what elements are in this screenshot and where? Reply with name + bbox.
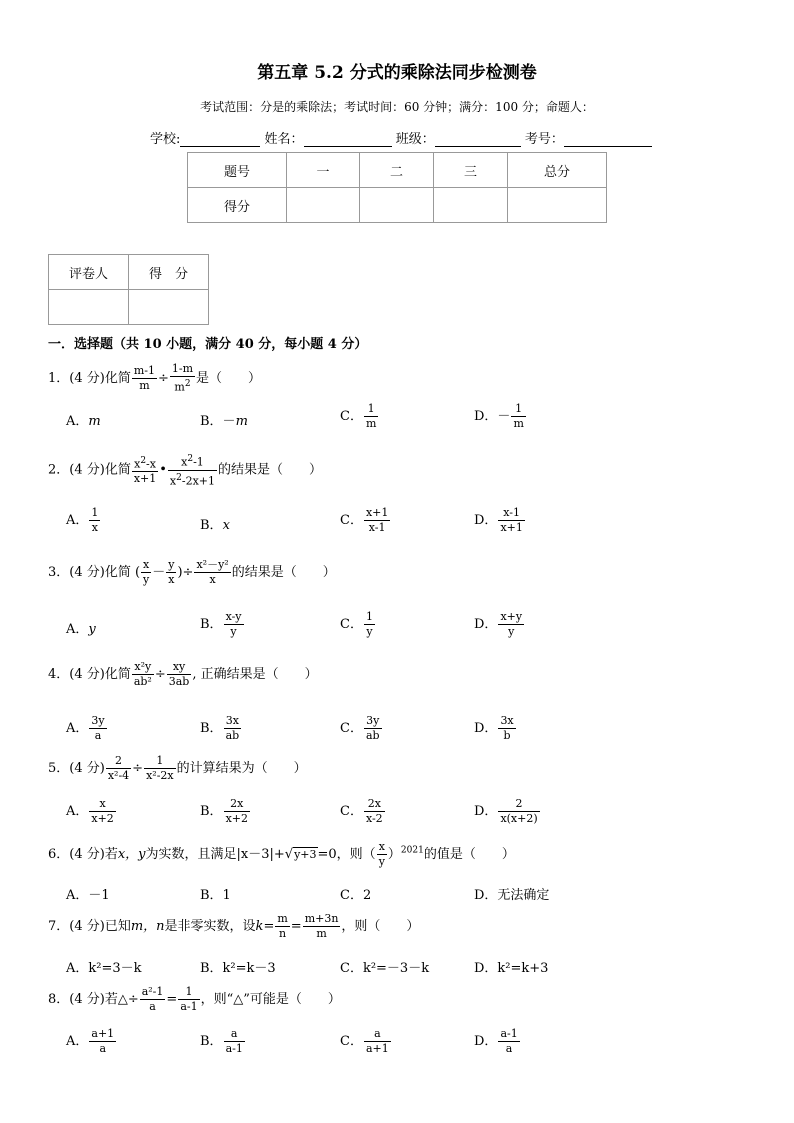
q7-option-c[interactable]: C．k²=－3－k <box>340 961 430 976</box>
score-header: 二 <box>360 153 434 188</box>
student-fields <box>150 128 652 147</box>
q5-option-d[interactable]: D． $\frac{2}{x(x+2)}$ <box>474 797 538 825</box>
score-cell[interactable] <box>287 188 360 223</box>
q1-option-d[interactable]: D．－ $\frac{1}{m}$ <box>474 402 524 430</box>
q3-option-c[interactable]: C． $\frac{1}{y}$ <box>340 610 373 638</box>
question-8: 8．(4 分)若△÷ $\frac{\text{a²-1}}{a}$ = $\frac{1}{a-1}$ ，则“△”可能是（ ） <box>48 985 341 1013</box>
q5-option-a[interactable]: A． $\frac{x}{x+2}$ <box>66 797 114 825</box>
q8-option-b[interactable]: B． $\frac{a}{a-1}$ <box>200 1027 243 1055</box>
question-2: 2．(4 分)化简 $\frac{x^2-x}{x+1}$ • $\frac{x^2-1}{x^2-2x+1}$ 的结果是（ ） <box>48 454 323 488</box>
question-4: 4．(4 分)化简 $\frac{\text{x²y}}{\text{ab²}}$ ÷ $\frac{xy}{3ab}$ , 正确结果是（ ） <box>48 660 318 688</box>
question-7: 7．(4 分)已知m，n是非零实数，设k= $\frac{m}{n}$ = $\frac{m+3n}{m}$ ，则（ ） <box>48 912 420 940</box>
class-field[interactable] <box>435 132 521 147</box>
question-5: 5．(4 分) $\frac{2}{\text{x²-4}}$ ÷ $\frac{1}{\text{x²-2x}}$ 的计算结果为（ ） <box>48 754 307 782</box>
q6-option-b[interactable]: B．1 <box>200 888 231 903</box>
q2-option-c[interactable]: C． $\frac{x+1}{x-1}$ <box>340 506 389 534</box>
number-label: 考号： <box>524 132 564 147</box>
q4-option-a[interactable]: A． $\frac{3y}{a}$ <box>66 714 105 742</box>
q8-option-d[interactable]: D． $\frac{a-1}{a}$ <box>474 1027 518 1055</box>
grader-cell[interactable] <box>129 290 209 325</box>
score-cell[interactable] <box>508 188 607 223</box>
q1-option-c[interactable]: C． $\frac{1}{m}$ <box>340 402 377 430</box>
q2-option-a[interactable]: A． $\frac{1}{x}$ <box>66 506 99 534</box>
name-label: 姓名： <box>264 132 304 147</box>
grader-table <box>48 254 209 325</box>
score-header: 题号 <box>188 153 287 188</box>
exam-info: 考试范围：分是的乘除法；考试时间：60 分钟；满分：100 分；命题人： <box>200 100 594 114</box>
q3-option-a[interactable]: A．y <box>66 622 96 637</box>
grader-cell[interactable] <box>49 290 129 325</box>
score-cell[interactable] <box>434 188 508 223</box>
q3-option-b[interactable]: B． $\frac{x-y}{y}$ <box>200 610 242 638</box>
score-header: 总分 <box>508 153 607 188</box>
name-field[interactable] <box>304 132 392 147</box>
score-table <box>187 152 607 223</box>
q6-option-a[interactable]: A．－1 <box>66 888 110 903</box>
section-heading: 一．选择题（共 10 小题，满分 40 分，每小题 4 分） <box>48 337 368 352</box>
q8-option-c[interactable]: C． $\frac{a}{a+1}$ <box>340 1027 389 1055</box>
score-header: 一 <box>287 153 360 188</box>
q8-option-a[interactable]: A． $\frac{a+1}{a}$ <box>66 1027 115 1055</box>
q4-option-c[interactable]: C． $\frac{3y}{ab}$ <box>340 714 380 742</box>
q5-option-c[interactable]: C． $\frac{2x}{x-2}$ <box>340 797 383 825</box>
score-cell[interactable] <box>360 188 434 223</box>
q4-option-d[interactable]: D． $\frac{3x}{b}$ <box>474 714 514 742</box>
q3-option-d[interactable]: D． $\frac{x+y}{y}$ <box>474 610 523 638</box>
page-title: 第五章 5.2 分式的乘除法同步检测卷 <box>257 63 537 83</box>
question-3: 3．(4 分)化简 ( $\frac{x}{y}$ － $\frac{y}{x}$ )÷ $\frac{\text{x²－y²}}{x}$ 的结果是（ ） <box>48 558 336 586</box>
q4-option-b[interactable]: B． $\frac{3x}{ab}$ <box>200 714 240 742</box>
q1-option-a[interactable]: A．m <box>66 414 101 429</box>
score-row-label: 得分 <box>188 188 287 223</box>
q7-option-a[interactable]: A．k²=3－k <box>66 961 142 976</box>
q7-option-b[interactable]: B．k²=k－3 <box>200 961 276 976</box>
q6-option-c[interactable]: C．2 <box>340 888 372 903</box>
school-field[interactable] <box>180 132 260 147</box>
class-label: 班级： <box>395 132 435 147</box>
question-6: 6．(4 分)若x，y为实数，且满足|x－3|+√y+3=0，则（ $\frac{x}{y}$ ）$^{2021}$的值是（ ） <box>48 840 515 868</box>
q7-option-d[interactable]: D．k²=k+3 <box>474 961 549 976</box>
q5-option-b[interactable]: B． $\frac{2x}{x+2}$ <box>200 797 248 825</box>
grader-header: 得 分 <box>129 255 209 290</box>
score-header: 三 <box>434 153 508 188</box>
grader-header: 评卷人 <box>49 255 129 290</box>
number-field[interactable] <box>564 132 652 147</box>
q6-option-d[interactable]: D．无法确定 <box>474 888 550 903</box>
school-label: 学校: <box>150 132 181 147</box>
q2-option-b[interactable]: B．x <box>200 518 230 533</box>
question-1: 1．(4 分)化简 $\frac{m-1}{m}$ ÷ $\frac{1-m}{m^2}$ 是（ ） <box>48 362 262 394</box>
q1-option-b[interactable]: B．－m <box>200 414 248 429</box>
q2-option-d[interactable]: D． $\frac{x-1}{x+1}$ <box>474 506 523 534</box>
